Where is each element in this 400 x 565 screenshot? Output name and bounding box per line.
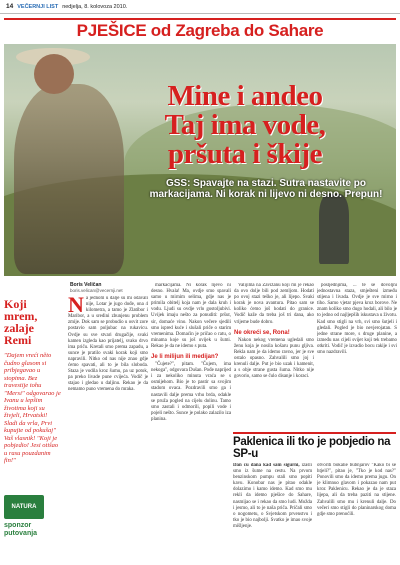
page-header xyxy=(0,0,400,14)
column-text: posljednjima, ... te se dovoljni jednostavna staza, smješteni između stijena i livada. Ovdje je sve mirno i tiho. Samo vjetar pjeva kroz borove. Ne znam koliko smo dugo hodali, ali bilo je to jedno od najljepših iskustava u životu. Kad smo stigli na vrh, svi smo šutjeli i gledali. Pogled je bio nevjerojatan. S jedne strane more, s druge planine, a između nas cijeli svijet koji tek trebamo otkriti. Vodič je izvadio bocu rakije i svi smo nazdravili. xyxy=(317,283,397,356)
column-text: markacijama. Ni korak lijevo ni desno. Hvala! Ma, ovdje smo spavali samo u mirnim selima, gdje nas je primila obitelj koja nam je dala kruh i vodu. Ljudi su ovdje vrlo gostoljubivi. Uvijek imaju nešto za ponuditi: pršut, sir, domaće vino. Nakon večere sjedili smo ispred kuće i slušali priče o starim vremenima. Domaćin je pričao o ratu, o minama koje su još uvijek u šumi. Rekao je da ne idemo s puta. xyxy=(151,283,231,349)
section-rubric xyxy=(4,18,396,42)
headline xyxy=(95,82,395,169)
hiker-head xyxy=(34,54,74,94)
distant-hiker xyxy=(319,194,349,264)
column-text: Nakon nekog vremena ugledali smo ženu koja je nosila košaru punu gljiva. Rekla nam je da idemo ravno, jer je sve ostalo opasno. Zahvalili smo joj i krenuli dalje. Put je bio uzak i kamenit, a s obje strane gusta šuma. Nitko nije govorio, samo se čulo disanje i koraci. xyxy=(234,337,314,380)
subheadline: GSS: Spavajte na stazi. Sutra nastavite po markacijama. Ni korak ni lijevo ni desno. Prepun! xyxy=(149,178,383,200)
article-column-3 xyxy=(234,283,314,429)
sponsor-logo: NATURA xyxy=(4,495,44,519)
column-text: otvoriti bokalie bubnjarov "Kako bi se htjeli?", pitao je, "Tko je kod nas?" Ponovili smo da idemo prema jugu. On je klimnuo glavom i pokazao nam put kroz Paklenicu. Rekao je da je staza lijepa, ali da treba paziti na stijene. Zahvalili smo mu i krenuli dalje. Do večeri smo stigli do planinarskog doma gdje smo prenoćili. xyxy=(317,463,396,517)
sidebar-story-title: Paklenica ili tko je pobjedio na SP-u xyxy=(233,436,391,460)
headline-line: Taj ima vode, xyxy=(164,109,326,141)
intertitle: Je li milijun ili medijan? xyxy=(151,354,219,361)
column-text: a jednom u dalje su mi odavali nije, Lotar je jugo dođe, ona 4 kilometra, a tamo je Zlatibor i Maribor, a u sredini zbunjenu problem zmije. Dok sam se probudio u osvit zore postavio sam poljubac na rukavicu. Ovdje su sve stvari drugačije, svaki kamen izgleda kao prijatelj, svako drvo ima priču. Kretali smo prema zapadu, a sunce je pratilo svaki korak koji smo napravili. Nitko od nas nije znao gdje ćemo spavati, ali to je bila sloboda. Staza je vodila kroz šumu, pa uz potok, pa preko livade pune cvijeća. Vodič je stajao i gledao u daljinu. Rekao je da nemamo puno vremena do mraka. xyxy=(68,296,148,393)
column-text: Valijima na Zavižanu koji mi je rekao da ovo dolje bili pod zemljom. Hodati po ovoj stazi teško je, ali lijepo. Svaki korak je nova avantura. Pitao sam se koliko ćemo još hodati do granice. Vodič kaže da treba još tri dana, ako vrijeme bude dobro. xyxy=(234,283,314,325)
sidebar-story-column xyxy=(233,463,312,565)
intertitle: Ne okreći se, Rona! xyxy=(234,329,290,336)
column-text: izašli smo iz šume na cestu. Na prvom benzinskom pumpu stali smo popiti kavu. Konobar nas je pitao odakle dolazimo i kamo idemo. Kad smo mu rekli da idemo pješice do Sahare, nasmijao se i rekao da smo ludi. Možda i jesmo, ali to je naša priča. Pričali smo o nogometu, o Svjetskom prvenstvu i tko je bio najbolji. Svatko je imao svoje mišljenje. xyxy=(233,463,312,529)
byline-author: Boris Veličan xyxy=(70,282,102,288)
column-text: "Čujete?", pitam. "Čujem, ima nekoga", odgovara Dušan. Pođe naprijed i za nekoliko minuta vraća se s osmijehom. Bio je to pastir sa svojim stadom ovaca. Pozdravili smo ga i nastavili dalje prema vrhu brda, odakle se pruža pogled na cijelu dolinu. Tamo smo zastali i odmorili, popili vode i pojeli nešto. Sunce je polako zalazilo iza planina. xyxy=(151,362,231,422)
headline-line: pršuta i škije xyxy=(167,138,323,170)
headline-line: Mine i andeo xyxy=(167,80,323,112)
article-column-4 xyxy=(317,283,397,429)
pullquote-title: Koji mrem, zalaje Remi xyxy=(4,297,38,347)
pullquote-text: "Dajem vreći něto čudno glasom si pribjegavao u stopima. Bez travestije tohu "Mersi" odgovarao je Ivanu u lepšim životima koji su živjeli, Hrvatski! Sladi da vrla, Prvi kupujte od pokušaj" Vaš vlasnik! "Koji je pobjedio! Jesi otišao u rasu pouzdanim fin!" xyxy=(4,352,61,464)
dropcap: N xyxy=(68,296,84,317)
rubric-title: PJEŠICE od Zagreba do Sahare xyxy=(76,21,324,40)
byline-email: boris.velican@vecernji.net xyxy=(70,288,123,293)
sponsor-label: sponzor putovanja xyxy=(4,522,38,537)
publication-name: VEČERNJI LIST xyxy=(17,3,59,10)
issue-date: nedjelja, 8. kolovoza 2010. xyxy=(62,3,128,10)
sidebar-story-column xyxy=(317,463,396,565)
sponsor-block xyxy=(4,495,62,561)
sidebar-story-lead: Dan ću dana kad sam sigurni, xyxy=(233,463,300,468)
article-column-1 xyxy=(68,296,148,561)
sidebar-story xyxy=(233,432,396,562)
article-column-2 xyxy=(151,283,231,561)
page-number: 14 xyxy=(6,3,14,10)
